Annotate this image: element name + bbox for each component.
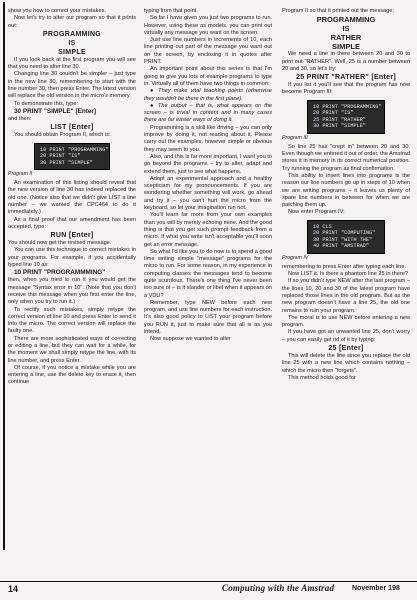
paragraph: Now LIST it. Is there a phantom line 25 in there? [288,271,408,278]
listing-caption: Program III [282,134,308,141]
program-listing [34,143,110,171]
listing-caption: Program II [8,171,33,178]
paragraph: So far I have given you just two programs to run. However, using these as models, you can print out virtually any message you want on the screen. [144,15,272,36]
paragraph: Now let's try to alter our program so that it prints out: [8,15,136,29]
paragraph: This ability to insert lines into programs is the reason our line numbers go up in steps of 10 when we are writing programs – it leaves us plenty of spare line numbers in between for when we are patching them up. [282,172,410,209]
listing-line: 30 PRINT "SIMPLE" [40,159,93,166]
listing-line: 20 PRINT "IS" [313,110,354,117]
paragraph: To demonstrate this, type: [14,100,79,107]
paragraph: If you look back at the first program you will see that you need to alter line 30. [8,56,136,71]
paragraph: Also, and this is far more important, I want you to go beyond the programs – try to alter, adapt and extend them, just to see what happens. [144,153,272,175]
paragraph: Now enter Program IV: [288,209,345,216]
bullet-point: ● The output – that is, what appears on the screen – is trivial in content and in many cases there are far easier ways of doing it. [144,102,272,124]
paragraph: typing from that point. [144,8,198,14]
output-line: IS [342,24,350,34]
paragraph: Programming is a skill like driving – you can only improve by doing it, not reading about it. Please carry out the examples, however simple or obvious they may seem to you. [144,124,272,153]
paragraph: This method holds good for [288,374,356,381]
paragraph: show you how to correct your mistakes. [8,8,106,14]
column-3 [282,8,410,548]
program-listing [307,100,385,134]
output-line: RATHER [330,33,362,43]
output-line: PROGRAMMING [316,15,376,25]
column-2 [144,8,272,548]
paragraph: So what I'd like you to do now is to spend a good time writing simple "message" programs for the micro to run. For some reason, in my experience in computing classes the messages tend to become quite scurrilous. There's one thing I've never been too sure of – is it slander or libel when it appears on a VDU? [144,248,272,299]
listing-line: 30 PRINT "WITH THE" [313,236,373,243]
command-line: 30 PRINT "SIMPLE" [Enter] [14,107,97,115]
paragraph: To rectify such mistakes, simply retype the correct version of line 10 and press Enter to send it into the micro. The correct version will replace the faulty one. [8,306,136,335]
output-line: IS [68,39,76,47]
command-line: LIST [Enter] [50,124,94,132]
paragraph: You can use this technique to correct mistakes in your programs. For example, if you accidentally typed line 10 as: [8,247,136,269]
listing-line: 10 PRINT "PROGRAMMING" [313,103,382,110]
paragraph: An important point about this series is that I'm going to give you lots of example programs to type in. Virtually all of them have two things in common: [144,66,272,87]
paragraph: then, when you tried to run it you would get the message "Syntax error in 10". (Note that you don't receive this message when you first enter the line, only when you try to run it.) [8,277,136,306]
program-listing [307,220,385,254]
paragraph: There are more sophisticated ways of correcting or editing a line, but they can wait for a while, for the moment we shall simply retype the line, with its line number, and press Enter. [8,335,136,364]
paragraph: remembering to press Enter after typing each line. [282,263,407,270]
paragraph: Of course, if you notice a mistake while you are entering a line, use the delete key to erase it, then continue [8,364,136,386]
paragraph: Program II so that it printed out the message: [282,8,394,14]
paragraph: and then: [8,115,32,122]
command-line: 25 PRINT "RATHER" [Enter] [296,74,396,82]
paragraph: You'll learn far more from your own examples than you will by merely echoing mine. And the good thing is that you get such prompt feedback from a micro. If what you write isn't acceptable you'll soon get an error message. [144,212,272,248]
paragraph: If so you didn't type NEW after the last program – the lines 10, 20 and 30 of the latest program have replaced those lines in the old program. But as the new program doesn't have a line 25, the old one remains to ruin your program. [282,278,410,314]
paragraph: If you list it you'll see that the program has now become Program III: [282,82,410,96]
output-line: SIMPLE [58,48,86,56]
column-1 [8,8,136,548]
issue-date: November 198 [352,585,400,592]
paragraph: We need a line in there between 20 and 30 to print out "RATHER". Well, 25 is a number between 20 and 30, so let's try: [282,51,410,72]
command-line: 10 PRINT "PROGRAMMMING" [14,269,106,277]
paragraph: Remember, type NEW before each new program, and use line numbers for each instruction. It's also good policy to LIST your program before you RUN it, just to make sure that all is as you intend. [144,299,272,336]
command-line: RUN [Enter] [50,232,94,240]
listing-line: 20 PRINT "IS" [40,153,81,160]
bullet-point: ● They make vital teaching points (otherwise they wouldn't be there in the first place). [144,88,272,102]
listing-line: 20 PRINT "COMPUTING" [313,230,376,237]
paragraph: This will delete the line since you replace the old line 25 with a new line which contains nothing – which the micro then "forgets". [282,353,410,374]
listing-line: 10 CLS [313,223,332,230]
magazine-title: Computing with the Amstrad [222,583,335,593]
paragraph: You should now get the revised message. [8,240,112,247]
left-rule [3,2,5,550]
paragraph: The moral is to use NEW before entering a new program. [282,314,410,329]
paragraph: An examination of this listing should reveal that the new version of line 30 has indeed replaced the old one. (Notice also that we didn't give LIST a line number – we wanted the CPC464 to do it immediately.) [8,180,136,216]
paragraph: So line 25 has "crept in" between 20 and 30. Even though we entered it out of order, the Amstrad stores it in memory in its correct numerical position. Try running the program as final confirmation. [282,143,410,172]
page-number: 14 [8,584,19,594]
paragraph: As a final proof that our amendment has been accepted, type: [8,216,136,230]
listing-line: 40 PRINT "AMSTRAD" [313,243,370,250]
listing-line: 30 PRINT "SIMPLE" [313,123,366,130]
paragraph: If you have got an unwanted line 25, don't worry – you can easily get rid of it by typing: [282,329,410,343]
command-line: 25 [Enter] [328,345,364,353]
listing-line: 10 PRINT "PROGRAMMING" [40,146,109,153]
paragraph: Just use line numbers in increments of 10, each line printing out part of the message you want out on the screen, by enclosing it in quotes after PRINT. [144,37,272,66]
listing-caption: Program IV [282,254,309,261]
output-line: SIMPLE [332,42,360,52]
output-line: PROGRAMMING [42,30,102,38]
listing-line: 25 PRINT "RATHER" [313,116,366,123]
paragraph: Changing line 30 couldn't be simpler – just type in the new line 30, remembering to start with the line number 30, then press Enter. The latest version will replace the old version in the micro's memory. [8,71,136,100]
paragraph: Adopt an experimental approach and a healthy scepticism for my pronouncements. If you are wondering whether something will work, go ahead and try it – you can't hurt the micro from the keyboard, so let your imagination run riot. [144,175,272,212]
paragraph: Now suppose we wanted to alter [150,336,231,343]
paragraph: You should obtain Program II, which is: [14,132,111,139]
